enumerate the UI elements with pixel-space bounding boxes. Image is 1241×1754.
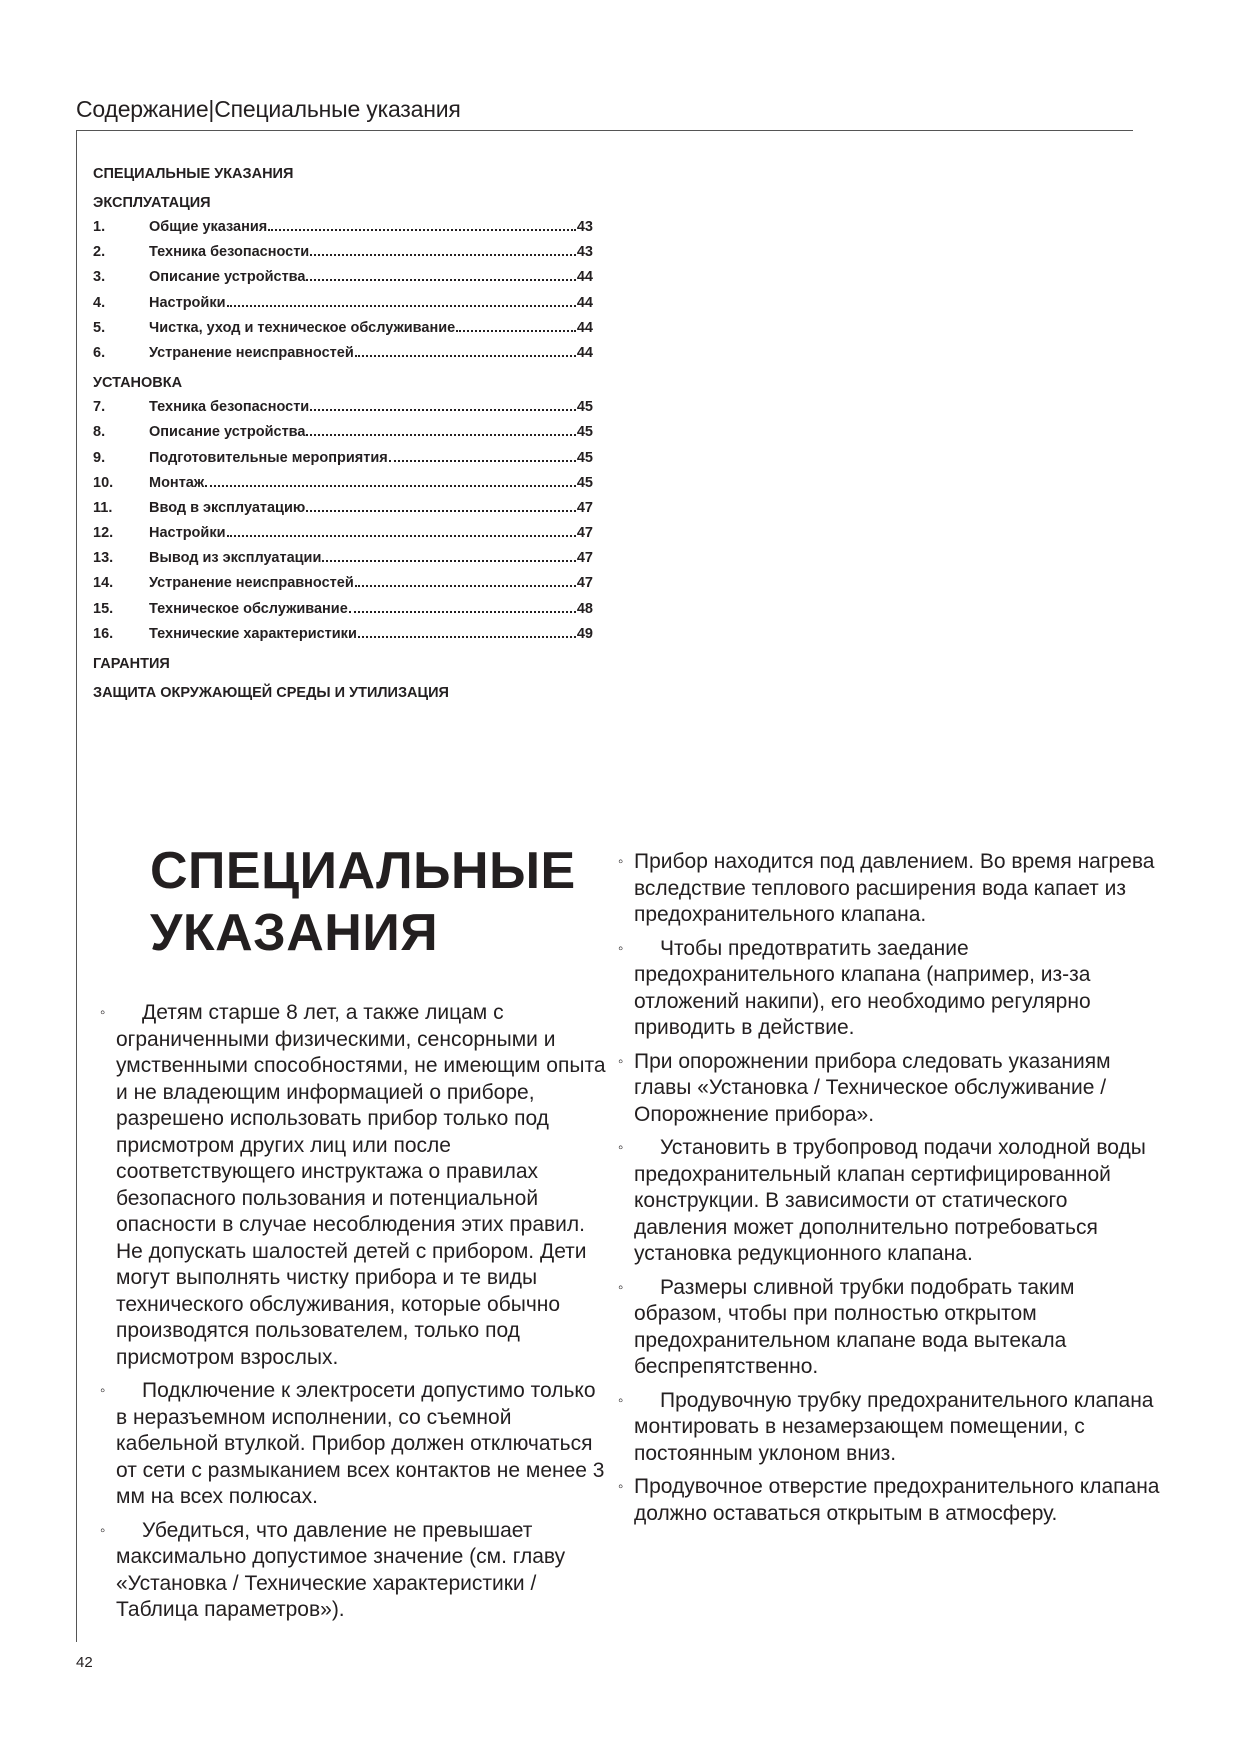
toc-entry-label: Техническое обслуживание [149, 600, 348, 617]
left-column [100, 1000, 606, 1631]
instruction-text: Установить в трубопровод подачи холодной воды предохранительный клапан сертифицированной конструкции. В зависимости от статического давления может дополнительно потребоваться установка редукционного клапана. [634, 1136, 1146, 1265]
toc-entry[interactable] [93, 420, 593, 445]
toc-dot-leader [227, 535, 576, 537]
instruction-item [100, 1518, 606, 1624]
instruction-text: Продувочную трубку предохранительного клапана монтировать в незамерзающем помещении, с постоянным уклоном вниз. [634, 1388, 1154, 1465]
instruction-text: Подключение к электросети допустимо только в неразъемном исполнении, со съемной кабельной втулкой. Прибор должен отключаться от сети с размыканием всех контактов не менее 3 мм на всех полюсах. [116, 1379, 605, 1508]
toc-entry-label: Ввод в эксплуатацию [149, 499, 306, 516]
instruction-text: Размеры сливной трубки подобрать таким образом, чтобы при полностью открытом предохранительном клапане вода вытекала беспрепятственно. [634, 1275, 1075, 1378]
instruction-text: Убедиться, что давление не превышает максимально допустимое значение (см. главу «Установка / Технические характеристики / Таблица параметров»). [116, 1518, 566, 1621]
instruction-text: Чтобы предотвратить заедание предохранительного клапана (например, из-за отложений накипи), его необходимо регулярно приводить в действие. [634, 936, 1091, 1039]
toc-entry[interactable] [93, 291, 593, 316]
toc-entry-number: 1. [93, 219, 106, 235]
toc-section-warranty[interactable]: ГАРАНТИЯ [93, 656, 170, 672]
bullet-circle-icon: ◦ [618, 853, 624, 870]
toc-section-environment[interactable]: ЗАЩИТА ОКРУЖАЮЩЕЙ СРЕДЫ И УТИЛИЗАЦИЯ [93, 685, 449, 701]
toc-entry[interactable] [93, 316, 593, 341]
toc-entry[interactable] [93, 521, 593, 546]
toc-entry-label: Техника безопасности [149, 399, 310, 416]
toc-entry-page: 47 [576, 575, 593, 592]
toc-entry-number: 7. [93, 399, 106, 416]
bullet-circle-icon: ◦ [618, 1478, 624, 1495]
toc-installation-list [93, 395, 593, 647]
instruction-text: Детям старше 8 лет, а также лицам с ограниченными физическими, сенсорными и умственными способностями, не имеющим опыта и не владеющим информацией о приборе, разрешено использовать прибор только под присмотром других лиц или после соответствующего инструктажа о правилах безопасного пользования и потенциальной опасности в случае несоблюдения этих правил. Не допускать шалостей детей с прибором. Дети могут выполнять чистку прибора и те виды технического обслуживания, которые обычно производятся пользователем, только под присмотром взрослых. [116, 1001, 606, 1369]
toc-entry-page: 49 [576, 625, 593, 642]
instruction-item [618, 936, 1164, 1042]
toc-entry-label: Вывод из эксплуатации [149, 550, 322, 567]
instruction-item [618, 1135, 1164, 1268]
toc-entry-label: Устранение неисправностей [149, 575, 354, 592]
toc-dot-leader [205, 485, 576, 487]
right-column [618, 849, 1164, 1534]
toc-section-operation[interactable]: ЭКСПЛУАТАЦИЯ [93, 195, 211, 211]
instruction-text: Продувочное отверстие предохранительного клапана должно оставаться открытым в атмосферу. [634, 1475, 1160, 1525]
toc-entry-page: 45 [576, 424, 593, 441]
toc-dot-leader [349, 611, 576, 613]
toc-entry-label: Устранение неисправностей [149, 344, 354, 361]
section-title-line2: УКАЗАНИЯ [150, 904, 439, 962]
toc-entry-number: 3. [93, 269, 106, 286]
toc-dot-leader [322, 560, 575, 562]
instruction-item [618, 1049, 1164, 1129]
toc-entry-page: 44 [576, 319, 593, 336]
toc-entry-number: 4. [93, 294, 106, 311]
instruction-item [618, 1388, 1164, 1468]
bullet-circle-icon: ◦ [618, 1052, 624, 1070]
toc-entry-page: 43 [576, 244, 593, 261]
toc-entry-page: 45 [576, 474, 593, 491]
toc-entry-page: 44 [576, 344, 593, 361]
toc-entry-page: 47 [576, 525, 593, 542]
toc-entry[interactable] [93, 265, 593, 290]
instruction-item [100, 1378, 606, 1511]
toc-dot-leader [306, 279, 575, 281]
table-of-contents [93, 162, 593, 705]
toc-dot-leader [355, 585, 576, 587]
toc-entry-label: Общие указания [149, 219, 268, 235]
toc-section-special[interactable]: СПЕЦИАЛЬНЫЕ УКАЗАНИЯ [93, 166, 294, 182]
toc-operation-list [93, 215, 593, 366]
toc-entry[interactable] [93, 341, 593, 366]
toc-entry-number: 10. [93, 474, 114, 491]
instruction-item [100, 1000, 606, 1371]
toc-entry-number: 8. [93, 424, 106, 441]
toc-entry-label: Технические характеристики [149, 625, 357, 642]
instruction-item [618, 1275, 1164, 1381]
bullet-circle-icon: ◦ [618, 1278, 624, 1296]
bullet-circle-icon: ◦ [100, 1382, 106, 1399]
instruction-text: При опорожнении прибора следовать указаниям главы «Установка / Техническое обслуживание / Опорожнение прибора». [634, 1049, 1111, 1126]
toc-entry-label: Настройки [149, 525, 226, 542]
toc-entry[interactable] [93, 446, 593, 471]
toc-entry-page: 48 [576, 600, 593, 617]
bullet-circle-icon: ◦ [618, 939, 624, 957]
toc-entry[interactable] [93, 471, 593, 496]
toc-entry-page: 43 [576, 219, 593, 235]
instruction-item [618, 849, 1164, 929]
toc-entry[interactable] [93, 496, 593, 521]
toc-entry-label: Техника безопасности [149, 244, 310, 261]
toc-entry[interactable] [93, 240, 593, 265]
toc-entry-label: Монтаж [149, 474, 205, 491]
toc-entry-number: 9. [93, 449, 106, 466]
header-divider [76, 130, 1133, 131]
toc-entry[interactable] [93, 215, 593, 240]
bullet-circle-icon: ◦ [618, 1139, 624, 1156]
section-title-line1: СПЕЦИАЛЬНЫЕ [150, 842, 576, 900]
bullet-circle-icon: ◦ [100, 1004, 106, 1021]
toc-entry[interactable] [93, 546, 593, 571]
toc-dot-leader [355, 355, 576, 357]
toc-entry[interactable] [93, 597, 593, 622]
toc-entry-label: Описание устройства [149, 424, 306, 441]
toc-entry-number: 13. [93, 550, 114, 567]
toc-dot-leader [310, 254, 576, 256]
toc-dot-leader [456, 330, 576, 332]
toc-dot-leader [358, 636, 576, 638]
toc-entry-page: 45 [576, 449, 593, 466]
toc-entry-page: 47 [576, 550, 593, 567]
toc-entry-number: 16. [93, 625, 114, 642]
toc-entry-label: Настройки [149, 294, 226, 311]
toc-entry-number: 11. [93, 499, 113, 516]
page-number: 42 [76, 1654, 93, 1671]
toc-dot-leader [268, 229, 576, 231]
toc-entry-page: 45 [576, 399, 593, 416]
toc-dot-leader [306, 510, 576, 512]
section-title [150, 840, 576, 964]
toc-entry[interactable] [93, 571, 593, 596]
toc-dot-leader [389, 460, 576, 462]
left-margin-rule [76, 130, 77, 1642]
bullet-circle-icon: ◦ [618, 1391, 624, 1409]
toc-entry-page: 44 [576, 294, 593, 311]
toc-entry-page: 47 [576, 499, 593, 516]
toc-entry-number: 12. [93, 525, 114, 542]
toc-entry-number: 6. [93, 344, 106, 361]
toc-dot-leader [310, 409, 576, 411]
toc-entry-label: Чистка, уход и техническое обслуживание [149, 319, 456, 336]
toc-dot-leader [227, 305, 576, 307]
toc-entry-page: 44 [576, 269, 593, 286]
toc-section-installation[interactable]: УСТАНОВКА [93, 375, 183, 392]
toc-entry-number: 15. [93, 600, 114, 617]
bullet-circle-icon: ◦ [100, 1521, 106, 1539]
instruction-item [618, 1474, 1164, 1527]
toc-entry[interactable] [93, 395, 593, 420]
instruction-text: Прибор находится под давлением. Во время нагрева вследствие теплового расширения вода капает из предохранительного клапана. [634, 850, 1155, 926]
toc-dot-leader [306, 434, 575, 436]
toc-entry-label: Подготовительные мероприятия [149, 449, 388, 466]
toc-entry-number: 2. [93, 244, 106, 261]
toc-entry[interactable] [93, 622, 593, 647]
toc-entry-number: 5. [93, 319, 106, 336]
page-header-title: Содержание|Специальные указания [76, 96, 461, 122]
toc-entry-number: 14. [93, 575, 114, 592]
toc-entry-label: Описание устройства [149, 269, 306, 286]
